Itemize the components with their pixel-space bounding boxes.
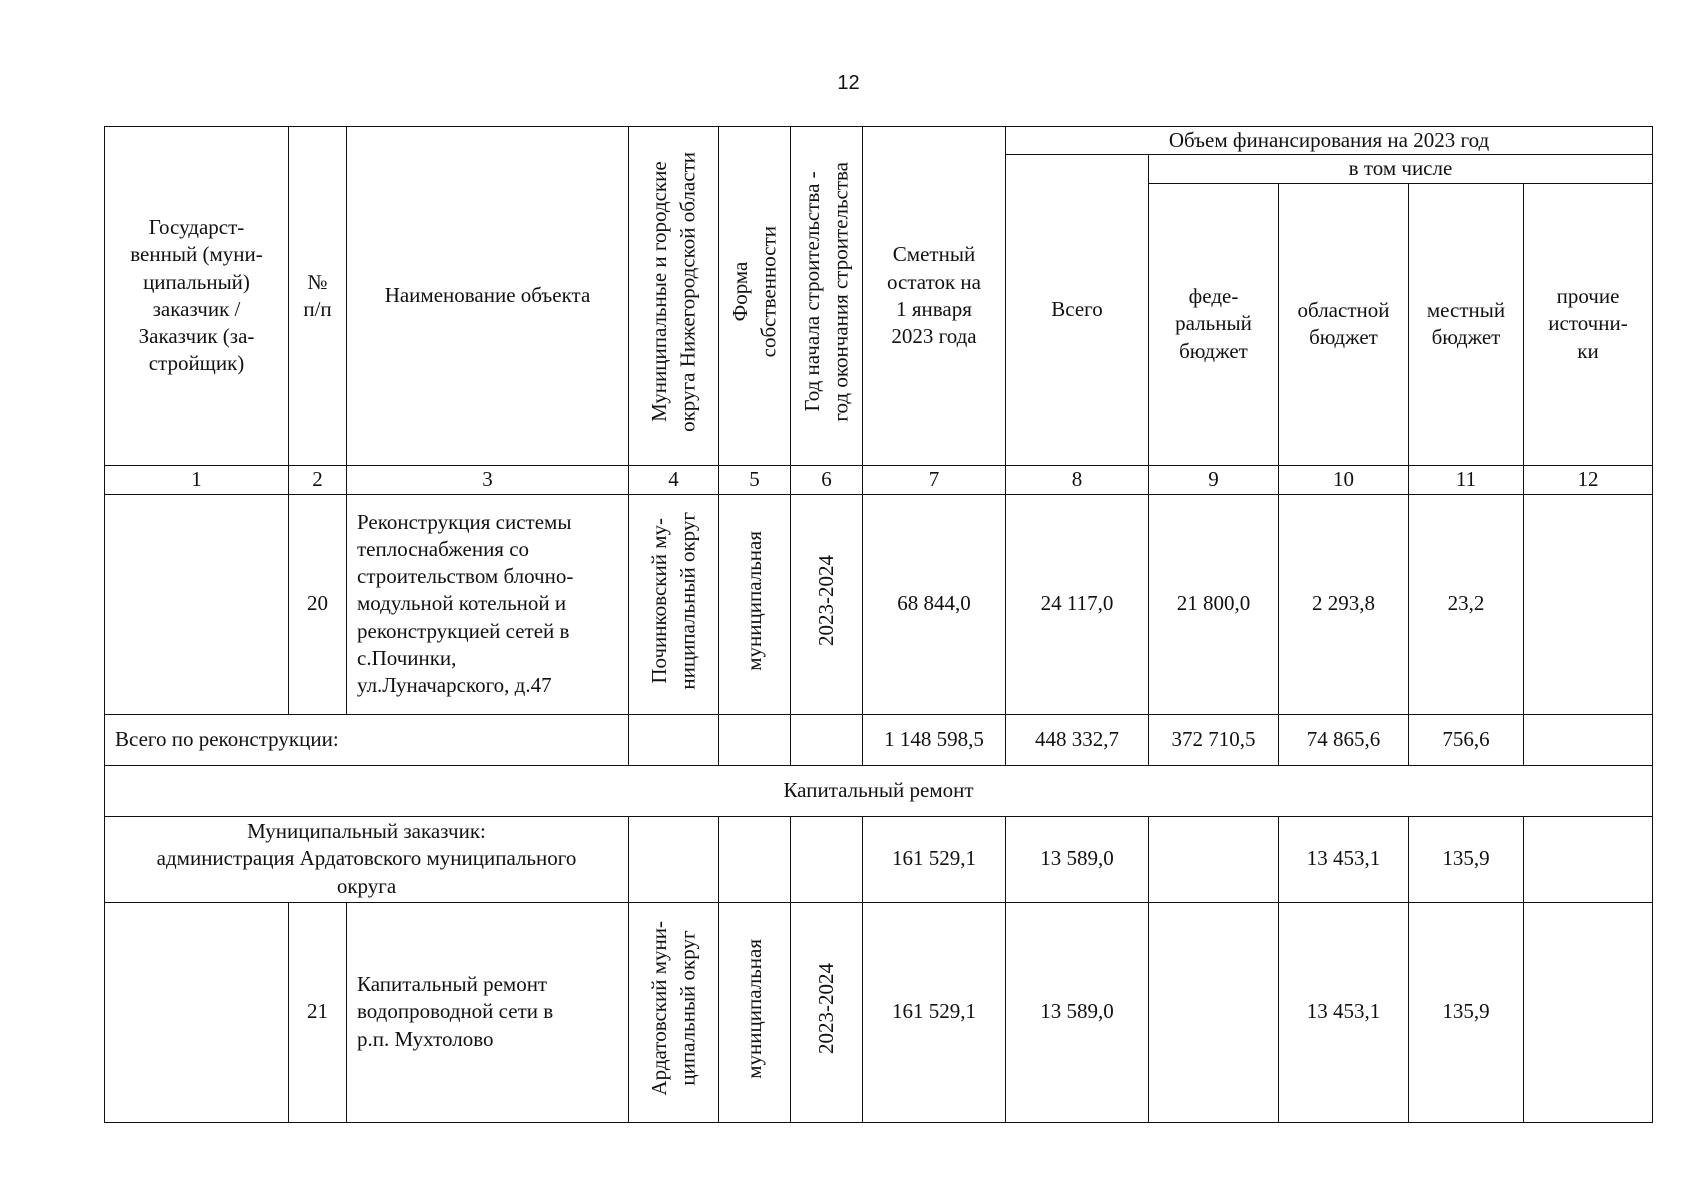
customer-row — [105, 816, 1653, 902]
other-cell — [1524, 816, 1653, 902]
local-cell: 135,9 — [1409, 816, 1524, 902]
object-name: Реконструкция системы теплоснабжения со строительством блочно- модульной котельной и реконструкцией сетей в с.Починки, ул.Луначарского, д.47 — [347, 494, 629, 714]
ownership-cell — [719, 816, 791, 902]
regional-cell: 74 865,6 — [1279, 714, 1409, 765]
total-cell: 13 589,0 — [1006, 816, 1149, 902]
local-cell: 756,6 — [1409, 714, 1524, 765]
district-cell — [629, 816, 719, 902]
total-reconstruction-row — [105, 714, 1653, 765]
years-cell — [791, 816, 863, 902]
column-number: 5 — [719, 465, 791, 494]
local-cell: 23,2 — [1409, 494, 1524, 714]
column-numbers-row — [105, 465, 1653, 494]
table-row-21 — [105, 902, 1653, 1122]
section-title: Капитальный ремонт — [105, 765, 1653, 816]
regional-cell: 13 453,1 — [1279, 816, 1409, 902]
header-funding-title: Объем финансирования на 2023 год — [1006, 127, 1653, 155]
district-cell: Ардатовский муни- ципальный округ — [629, 902, 719, 1122]
ownership-cell: муниципальная — [719, 902, 791, 1122]
federal-cell: 21 800,0 — [1149, 494, 1279, 714]
total-cell: 448 332,7 — [1006, 714, 1149, 765]
header-number: № п/п — [289, 127, 347, 466]
federal-cell: 372 710,5 — [1149, 714, 1279, 765]
header-estimate: Сметный остаток на 1 января 2023 года — [863, 127, 1006, 466]
column-number: 3 — [347, 465, 629, 494]
estimate-cell: 1 148 598,5 — [863, 714, 1006, 765]
estimate-cell: 161 529,1 — [863, 902, 1006, 1122]
header-federal: феде- ральный бюджет — [1149, 183, 1279, 465]
column-number: 9 — [1149, 465, 1279, 494]
estimate-cell: 68 844,0 — [863, 494, 1006, 714]
header-local: местный бюджет — [1409, 183, 1524, 465]
federal-cell — [1149, 816, 1279, 902]
column-number: 2 — [289, 465, 347, 494]
table-row-20 — [105, 494, 1653, 714]
customer-cell — [105, 902, 289, 1122]
column-number: 10 — [1279, 465, 1409, 494]
column-number: 8 — [1006, 465, 1149, 494]
header-customer: Государст- венный (муни- ципальный) заказчик / Заказчик (за- стройщик) — [105, 127, 289, 466]
column-number: 11 — [1409, 465, 1524, 494]
row-number: 20 — [289, 494, 347, 714]
customer-cell — [105, 494, 289, 714]
customer-label: Муниципальный заказчик: администрация Ардатовского муниципального округа — [105, 816, 629, 902]
total-cell: 24 117,0 — [1006, 494, 1149, 714]
total-reconstruction-label: Всего по реконструкции: — [105, 714, 629, 765]
column-number: 12 — [1524, 465, 1653, 494]
federal-cell — [1149, 902, 1279, 1122]
estimate-cell: 161 529,1 — [863, 816, 1006, 902]
ownership-cell: муниципальная — [719, 494, 791, 714]
header-object-name: Наименование объекта — [347, 127, 629, 466]
local-cell: 135,9 — [1409, 902, 1524, 1122]
section-row — [105, 765, 1653, 816]
header-total: Всего — [1006, 155, 1149, 465]
regional-cell: 2 293,8 — [1279, 494, 1409, 714]
other-cell — [1524, 494, 1653, 714]
header-ownership: Форма собственности — [719, 127, 791, 466]
years-cell — [791, 714, 863, 765]
district-cell — [629, 714, 719, 765]
district-cell: Починковский му- ниципальный округ — [629, 494, 719, 714]
total-cell: 13 589,0 — [1006, 902, 1149, 1122]
page-number: 12 — [837, 72, 860, 94]
column-number: 1 — [105, 465, 289, 494]
column-number: 6 — [791, 465, 863, 494]
header-regional: областной бюджет — [1279, 183, 1409, 465]
financing-table — [104, 126, 1653, 1123]
header-other: прочие источни- ки — [1524, 183, 1653, 465]
object-name: Капитальный ремонт водопроводной сети в р.п. Мухтолово — [347, 902, 629, 1122]
header-district: Муниципальные и городские округа Нижегородской области — [629, 127, 719, 466]
ownership-cell — [719, 714, 791, 765]
regional-cell: 13 453,1 — [1279, 902, 1409, 1122]
years-cell: 2023-2024 — [791, 902, 863, 1122]
other-cell — [1524, 902, 1653, 1122]
header-years: Год начала строительства - год окончания строительства — [791, 127, 863, 466]
row-number: 21 — [289, 902, 347, 1122]
years-cell: 2023-2024 — [791, 494, 863, 714]
header-including: в том числе — [1149, 155, 1653, 183]
other-cell — [1524, 714, 1653, 765]
column-number: 4 — [629, 465, 719, 494]
column-number: 7 — [863, 465, 1006, 494]
